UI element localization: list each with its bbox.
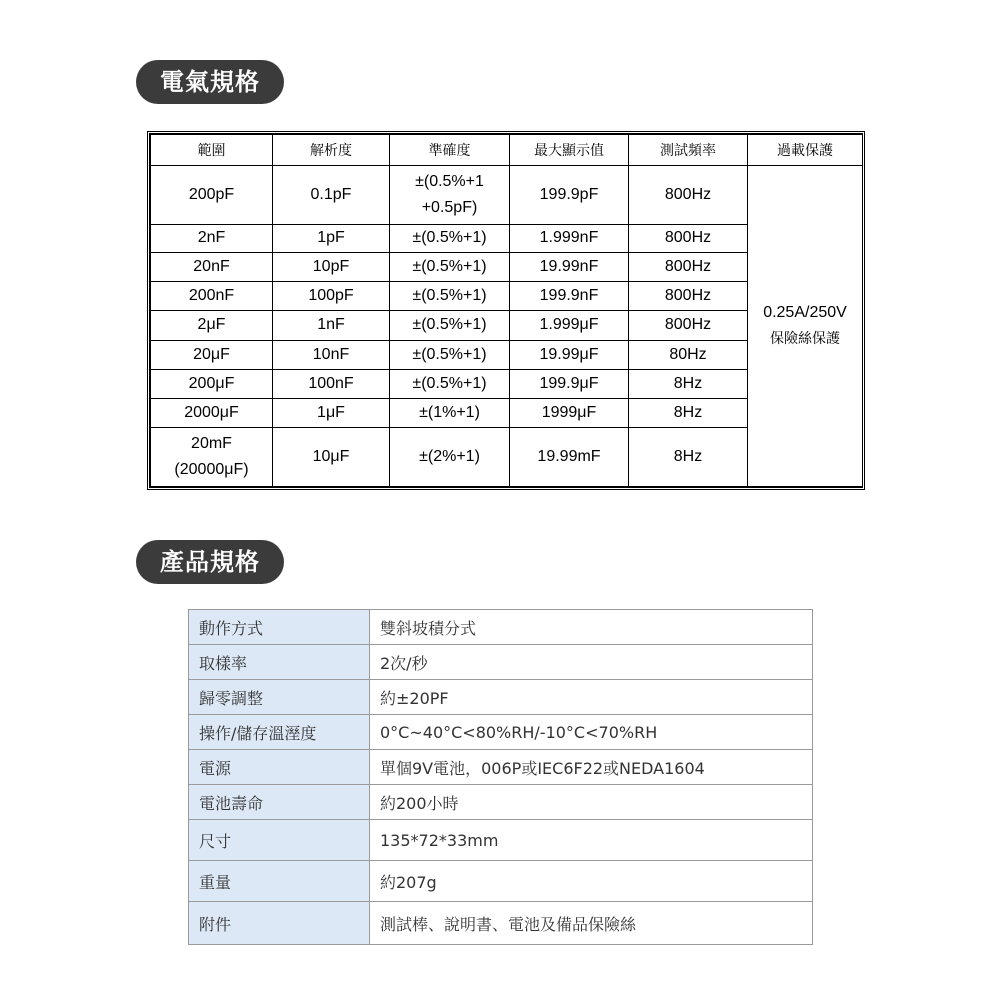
spec-key: 取樣率	[189, 645, 370, 680]
cell-range-text: 2μF	[197, 316, 226, 334]
cell-range-text: 200nF	[188, 287, 235, 305]
cell-test-frequency-text: 800Hz	[664, 257, 712, 275]
cell-test-frequency-text: 80Hz	[669, 345, 707, 363]
cell-resolution-text: 100nF	[308, 374, 354, 392]
cell-test-frequency	[629, 252, 748, 281]
header-resolution: 解析度	[273, 135, 390, 166]
cell-max-display-text: 1.999μF	[539, 316, 599, 334]
cell-resolution	[273, 428, 390, 487]
cell-resolution-text: 10pF	[312, 257, 350, 275]
cell-test-frequency-text: 8Hz	[673, 374, 703, 392]
cell-test-frequency-text: 800Hz	[664, 287, 712, 305]
cell-range	[151, 369, 273, 398]
spec-row	[189, 820, 813, 861]
spec-value: 2次/秒	[370, 645, 813, 680]
spec-key: 操作/儲存溫溼度	[189, 715, 370, 750]
cell-test-frequency-text: 8Hz	[673, 448, 703, 466]
spec-value: 約207g	[370, 861, 813, 902]
cell-accuracy	[390, 311, 510, 340]
cell-range-text: 2nF	[197, 229, 226, 247]
cell-test-frequency-text: 8Hz	[673, 404, 703, 422]
cell-max-display-text: 199.9pF	[539, 185, 599, 203]
spec-key: 動作方式	[189, 610, 370, 645]
cell-resolution	[273, 282, 390, 311]
spec-key: 電源	[189, 750, 370, 785]
cell-resolution-text: 1pF	[317, 229, 345, 247]
cell-test-frequency	[629, 311, 748, 340]
cell-max-display	[510, 369, 629, 398]
cell-accuracy	[390, 252, 510, 281]
cell-accuracy	[390, 282, 510, 311]
cell-range	[151, 282, 273, 311]
cell-test-frequency-text: 800Hz	[664, 316, 712, 334]
cell-max-display-text: 199.9μF	[539, 374, 599, 392]
cell-max-display	[510, 252, 629, 281]
spec-row	[189, 645, 813, 680]
cell-range	[151, 340, 273, 369]
cell-range	[151, 428, 273, 487]
cell-accuracy	[390, 166, 510, 225]
spec-row	[189, 610, 813, 645]
cell-accuracy	[390, 224, 510, 252]
cell-accuracy	[390, 369, 510, 398]
spec-value: 135*72*33mm	[370, 820, 813, 861]
cell-accuracy	[390, 340, 510, 369]
cell-test-frequency	[629, 282, 748, 311]
cell-max-display	[510, 282, 629, 311]
cell-range-text: 2000μF	[184, 404, 239, 422]
overload-note: 保險絲保護	[770, 331, 840, 347]
cell-test-frequency	[629, 340, 748, 369]
cell-resolution-text: 100pF	[308, 287, 354, 305]
cell-resolution-text: 1nF	[317, 316, 345, 334]
cell-test-frequency	[629, 166, 748, 225]
cell-accuracy-text: ±(0.5%+1)	[412, 229, 487, 247]
cell-accuracy-text: ±(0.5%+1)	[412, 316, 487, 334]
spec-row	[189, 750, 813, 785]
spec-row	[189, 715, 813, 750]
cell-range	[151, 311, 273, 340]
cell-max-display-text: 1.999nF	[539, 229, 599, 247]
header-max-display: 最大顯示值	[510, 135, 629, 166]
cell-accuracy-text: ±(1%+1)	[419, 404, 480, 422]
header-overload-protection: 過載保護	[748, 135, 863, 166]
spec-row	[189, 902, 813, 945]
cell-range-text: 20nF	[193, 257, 230, 275]
section-title-product: 產品規格	[136, 540, 284, 584]
cell-test-frequency-text: 800Hz	[664, 229, 712, 247]
cell-test-frequency	[629, 369, 748, 398]
cell-accuracy-text: ±(0.5%+1)	[412, 257, 487, 275]
cell-accuracy-text: +0.5pF)	[421, 198, 478, 216]
cell-max-display	[510, 399, 629, 428]
electrical-table-body	[151, 166, 863, 487]
cell-accuracy-text: ±(0.5%+1)	[412, 374, 487, 392]
spec-value: 雙斜坡積分式	[370, 610, 813, 645]
cell-resolution	[273, 311, 390, 340]
spec-value: 測試棒、說明書、電池及備品保險絲	[370, 902, 813, 945]
cell-accuracy-text: ±(2%+1)	[419, 448, 480, 466]
cell-resolution	[273, 399, 390, 428]
cell-accuracy-text: ±(0.5%+1	[415, 172, 484, 190]
cell-max-display-text: 1999μF	[541, 404, 597, 422]
cell-range	[151, 224, 273, 252]
cell-range-text: 20μF	[193, 345, 230, 363]
cell-accuracy-text: ±(0.5%+1)	[412, 345, 487, 363]
cell-range-text: 200pF	[188, 185, 235, 203]
product-table-body	[189, 610, 813, 945]
cell-resolution-text: 10nF	[312, 345, 350, 363]
cell-resolution	[273, 340, 390, 369]
table-row	[151, 166, 863, 225]
overload-rating: 0.25A/250V	[763, 304, 847, 321]
cell-resolution	[273, 252, 390, 281]
cell-resolution-text: 0.1pF	[310, 185, 352, 203]
cell-max-display	[510, 224, 629, 252]
cell-accuracy	[390, 428, 510, 487]
cell-test-frequency-text: 800Hz	[664, 185, 712, 203]
cell-max-display	[510, 166, 629, 225]
cell-max-display-text: 19.99nF	[539, 257, 599, 275]
header-range: 範圍	[151, 135, 273, 166]
cell-accuracy-text: ±(0.5%+1)	[412, 287, 487, 305]
cell-range-text: 200μF	[188, 374, 235, 392]
spec-row	[189, 680, 813, 715]
header-accuracy: 準確度	[390, 135, 510, 166]
cell-resolution	[273, 369, 390, 398]
spec-value: 約±20PF	[370, 680, 813, 715]
cell-max-display	[510, 340, 629, 369]
spec-value: 約200小時	[370, 785, 813, 820]
cell-test-frequency	[629, 224, 748, 252]
cell-range	[151, 399, 273, 428]
spec-key: 附件	[189, 902, 370, 945]
cell-max-display-text: 19.99mF	[537, 448, 601, 466]
cell-resolution-text: 1μF	[317, 404, 345, 422]
product-spec-table	[188, 609, 813, 945]
cell-resolution-text: 10μF	[312, 448, 350, 466]
cell-max-display	[510, 311, 629, 340]
cell-range-text: (20000μF)	[174, 461, 249, 479]
electrical-spec-table	[147, 131, 865, 490]
spec-key: 重量	[189, 861, 370, 902]
cell-max-display-text: 19.99μF	[539, 345, 599, 363]
section-title-electrical: 電氣規格	[136, 60, 284, 104]
cell-resolution	[273, 224, 390, 252]
cell-test-frequency	[629, 428, 748, 487]
cell-accuracy	[390, 399, 510, 428]
cell-range	[151, 252, 273, 281]
spec-key: 電池壽命	[189, 785, 370, 820]
spec-row	[189, 861, 813, 902]
spec-key: 尺寸	[189, 820, 370, 861]
cell-range	[151, 166, 273, 225]
spec-value: 0°C~40°C<80%RH/-10°C<70%RH	[370, 715, 813, 750]
cell-max-display	[510, 428, 629, 487]
spec-value: 單個9V電池，006P或IEC6F22或NEDA1604	[370, 750, 813, 785]
table-header-row	[151, 135, 863, 166]
cell-test-frequency	[629, 399, 748, 428]
cell-range-text: 20mF	[191, 435, 232, 453]
cell-max-display-text: 199.9nF	[539, 287, 599, 305]
spec-key: 歸零調整	[189, 680, 370, 715]
header-test-frequency: 測試頻率	[629, 135, 748, 166]
cell-overload-protection	[748, 166, 863, 487]
spec-row	[189, 785, 813, 820]
cell-resolution	[273, 166, 390, 225]
